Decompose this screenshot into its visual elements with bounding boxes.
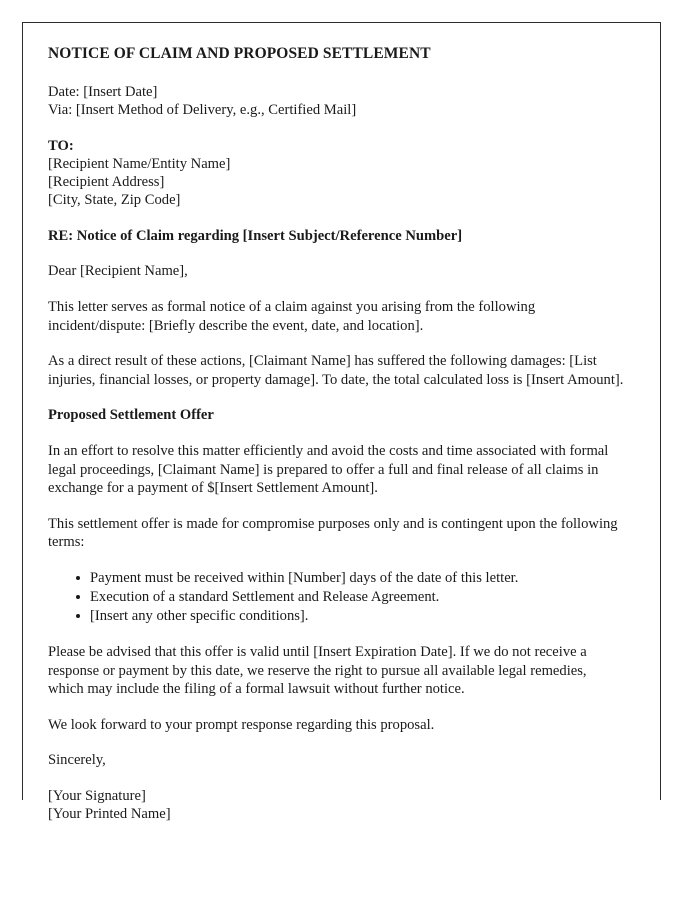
signature-block	[48, 787, 624, 824]
paragraph-offer-details: In an effort to resolve this matter efficiently and avoid the costs and time associated with formal legal proceedings, [Claimant Name] is prepared to offer a full and final release of all claims in exchange for a payment of $[Insert Settlement Amount].	[48, 442, 609, 497]
document-page	[22, 22, 661, 822]
paragraph-response-request: We look forward to your prompt response regarding this proposal.	[48, 716, 435, 733]
document-meta-block	[48, 83, 624, 120]
bullet-icon	[76, 614, 80, 618]
bullet-icon	[76, 576, 80, 580]
bullet-icon	[76, 595, 80, 599]
subject-line: RE: Notice of Claim regarding [Insert Subject/Reference Number]	[48, 227, 463, 244]
recipient-block	[48, 137, 624, 210]
via-line: Via: [Insert Method of Delivery, e.g., Certified Mail]	[48, 102, 357, 119]
proposed-settlement-offer-heading: Proposed Settlement Offer	[48, 407, 214, 424]
list-item-label: Execution of a standard Settlement and Release Agreement.	[90, 588, 440, 605]
list-item	[48, 588, 624, 607]
document-body	[48, 44, 624, 823]
date-line: Date: [Insert Date]	[48, 84, 158, 100]
signature-line: [Your Signature]	[48, 787, 146, 804]
closing-salutation: Sincerely,	[48, 752, 106, 769]
salutation: Dear [Recipient Name],	[48, 263, 188, 280]
printed-name-line: [Your Printed Name]	[48, 805, 171, 822]
paragraph-offer-validity: Please be advised that this offer is valid until [Insert Expiration Date]. If we do not receive a response or payment by this date, we reserve the right to pursue all available legal remedies, which may include the filing of a formal lawsuit without further notice.	[48, 643, 587, 698]
list-item-label: [Insert any other specific conditions].	[90, 607, 309, 624]
list-item	[48, 607, 624, 626]
paragraph-terms-intro: This settlement offer is made for compromise purposes only and is contingent upon the following terms:	[48, 515, 618, 551]
document-title: NOTICE OF CLAIM AND PROPOSED SETTLEMENT	[48, 45, 431, 62]
settlement-terms-list	[48, 569, 624, 626]
list-item	[48, 569, 624, 588]
to-label: TO:	[48, 137, 74, 154]
paragraph-claim-notice: This letter serves as formal notice of a claim against you arising from the following incident/dispute: [Briefly describe the event, date, and location].	[48, 298, 536, 334]
recipient-name-line: [Recipient Name/Entity Name]	[48, 155, 231, 172]
paragraph-damages: As a direct result of these actions, [Claimant Name] has suffered the following damages: [List injuries, financial losses, or property damage]. To date, the total calculated loss is [Insert Amount].	[48, 353, 624, 388]
list-item-label: Payment must be received within [Number] days of the date of this letter.	[90, 569, 519, 586]
recipient-address-line: [Recipient Address]	[48, 174, 165, 191]
recipient-city-state-zip-line: [City, State, Zip Code]	[48, 192, 181, 209]
